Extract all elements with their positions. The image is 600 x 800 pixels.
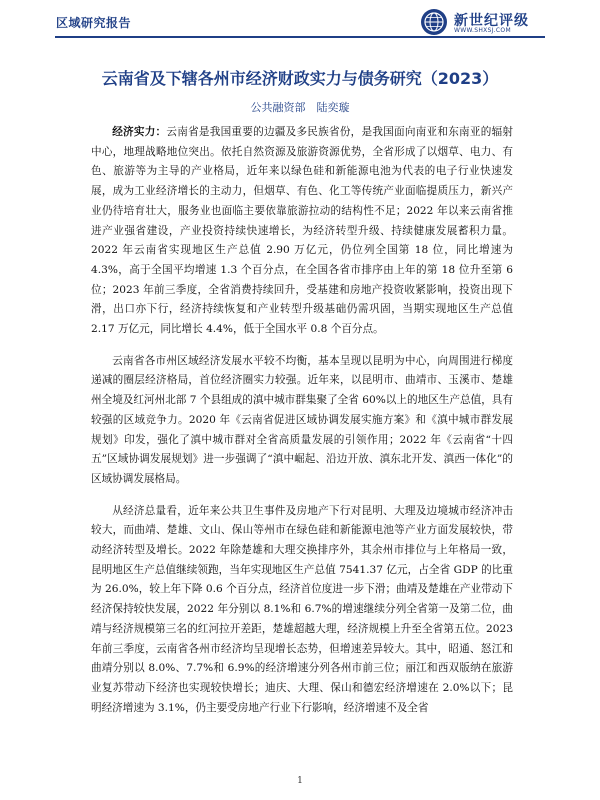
- report-authors: 公共融资部 陆奕璇: [250, 101, 350, 114]
- section-label: 区域研究报告: [56, 16, 132, 30]
- paragraph-text: 从经济总量看，近年来公共卫生事件及房地产下行对昆明、大理及边境城市经济冲击较大，而曲靖、楚雄、文山、保山等州市在绿色硅和新能源电池等产业方面发展较快，带动经济转型及增长。2022 年除楚雄和大理交换排序外，其余州市排位与上年格局一致，昆明地区生产总值继续领跑，当年实现地区生产总值 7541.37 亿元，占全省 GDP 的比重为 26.0%，较上年下降 0.6 个百分点，经济首位度进一步下滑；曲靖及楚雄在产业带动下经济保持较快发展，2022 年分别以 8.1%和 6.7%的增速继续分列全省第一及第二位，曲靖与经济规模第三名的红河拉开差距，楚雄超越大理，经济规模上升至全省第五位。2023 年前三季度，云南省各州市经济均呈现增长态势，但增速差异较大。其中，昭通、怒江和曲靖分别以 8.0%、7.7%和 6.9%的经济增速分列各州市前三位；丽江和西双版纳在旅游业复苏带动下经济也实现较快增长；迪庆、大理、保山和德宏经济增速在 2.0%以下；昆明经济增速为 3.1%，仍主要受房地产行业下行影响，经济增速不及全省: [91, 504, 513, 714]
- paragraph-lead: 经济实力：: [112, 126, 167, 138]
- page-number: 1: [297, 776, 303, 786]
- logo-url: WWW.SHXSJ.COM: [454, 27, 511, 34]
- globe-logo-icon: [420, 8, 448, 36]
- brand-logo: [420, 8, 546, 36]
- report-title: 云南省及下辖各州市经济财政实力与债务研究（2023）: [101, 69, 499, 88]
- logo-name: 新世纪评级: [454, 13, 529, 29]
- paragraph-regional-structure: [91, 352, 513, 490]
- body-content: [91, 123, 513, 730]
- paragraph-economic-strength: [91, 123, 513, 340]
- header-divider: [55, 36, 545, 38]
- paragraph-economic-aggregate: [91, 502, 513, 719]
- paragraph-text: 云南省各市州区域经济发展水平较不均衡，基本呈现以昆明为中心，向周围进行梯度递减的圈层经济格局，首位经济圈实力较强。近年来，以昆明市、曲靖市、玉溪市、楚雄州全境及红河州北部 7 个县组成的滇中城市群集聚了全省 60%以上的地区生产总值，具有较强的区域竞争力。2020 年《云南省促进区域协调发展实施方案》和《滇中城市群发展规划》印发，强化了滇中城市群对全省高质量发展的引领作用；2022 年《云南省“十四五”区域协调发展规划》进一步强调了“滇中崛起、沿边开放、滇东北开发、滇西一体化”的区域协调发展格局。: [91, 354, 513, 485]
- paragraph-text: 云南省是我国重要的边疆及多民族省份，是我国面向南亚和东南亚的辐射中心，地理战略地位突出。依托自然资源及旅游资源优势，全省形成了以烟草、电力、有色、旅游等为主导的产业格局，近年来以绿色硅和新能源电池为代表的电子行业快速发展，成为工业经济增长的主动力，但烟草、有色、化工等传统产业面临提质压力，新兴产业仍待培育壮大，服务业也面临主要依靠旅游拉动的结构性不足；2022 年以来云南省推进产业强省建设，产业投资持续快速增长，为经济转型升级、持续健康发展蓄积力量。2022 年云南省实现地区生产总值 2.90 万亿元，仍位列全国第 18 位，同比增速为 4.3%，高于全国平均增速 1.3 个百分点，在全国各省市排序由上年的第 18 位升至第 6 位；2023 年前三季度，全省消费持续回升，受基建和房地产投资收紧影响，投资出现下滑，出口亦下行，经济持续恢复和产业转型升级基础仍需巩固，当期实现地区生产总值 2.17 万亿元，同比增长 4.4%，低于全国水平 0.8 个百分点。: [91, 126, 514, 336]
- page-header: [0, 0, 600, 40]
